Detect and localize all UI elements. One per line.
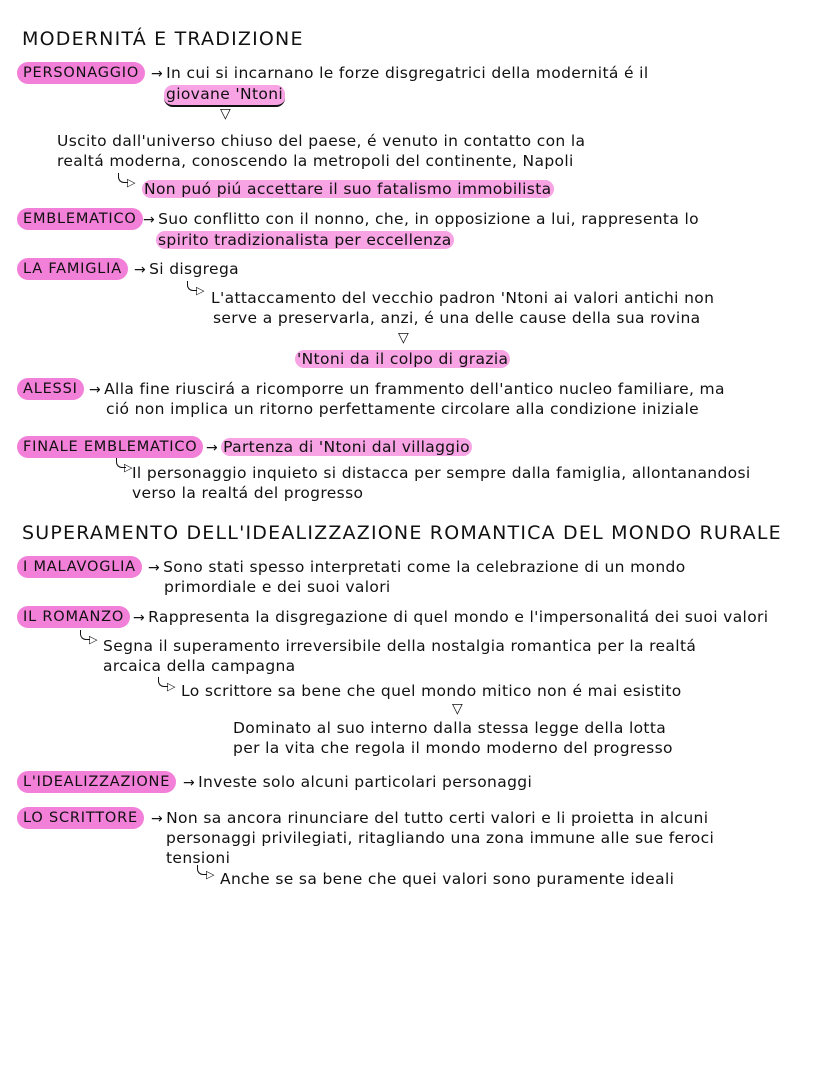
arrow-icon: → (183, 775, 196, 791)
label-scrittore: LO SCRITTORE (17, 807, 144, 829)
famiglia-line-1: → Si disgrega (134, 260, 239, 278)
arrow-icon: → (151, 811, 164, 827)
notes-page: MODERNITÁ E TRADIZIONE PERSONAGGIO → In cui si incarnano le forze disgregatrici della modernitá é il giovane 'Ntoni ▽ Uscito dall'universo chiuso del paese, é venuto in contatto con la realtá moderna, conoscendo la metropoli del continente, Napoli ▷ Non puó piú accettare il suo fatalismo immobilista EMBLEMATICO → Suo conflitto con il nonno, che, in opposizione a lui, rappresenta lo spirito tradizionalista per eccellenza LA FAMIGLIA → Si disgrega ▷ L'attaccamento del vecchio padron 'Ntoni ai valori antichi non serve a preservarla, anzi, é una delle cause della sua rovina ▽ 'Ntoni da il colpo di grazia ALESSI → Alla fine riuscirá a ricomporre un frammento dell'antico nucleo familiare, ma ció non implica un ritorno perfettamente circolare alla condizione iniziale FINALE EMBLEMATICO → Partenza di 'Ntoni dal villaggio ▷ Il personaggio inquieto si distacca per sempre dalla famiglia, allontanandosi verso la realtá del progresso SUPERAMENTO DELL'IDEALIZZAZIONE ROMANTICA DEL MONDO RURALE I MALAVOGLIA → Sono stati spesso interpretati come la celebrazione di un mondo primordiale e dei suoi valori IL ROMANZO → Rappresenta la disgregazione di quel mondo e l'impersonalitá dei suoi valori ▷ Segna il superamento irreversibile della nostalgia romantica per la realtá arcaica della campagna ▷ Lo scrittore sa bene che quel mondo mitico non é mai esistito ▽ Dominato al suo interno dalla stessa legge della lotta per la vita che regola il mondo moderno del progresso L'IDEALIZZAZIONE → Investe solo alcuni particolari personaggi LO SCRITTORE → Non sa ancora rinunciare del tutto certi valori e li proietta in alcuni personaggi privilegiati, ritagliando una zona immune alle sue feroci tensioni ▷ Anche se sa bene che quei valori sono puramente ideali (0, 0, 828, 1069)
arrow-icon: → (134, 262, 147, 278)
arrow-icon: → (89, 382, 102, 398)
romanzo-line-1: → Rappresenta la disgregazione di quel mondo e l'impersonalitá dei suoi valori (133, 608, 769, 626)
label-emblematico: EMBLEMATICO (17, 208, 143, 230)
arrow-icon: → (133, 610, 146, 626)
scrittore-line-3: tensioni (166, 849, 231, 867)
section-title: SUPERAMENTO DELL'IDEALIZZAZIONE ROMANTICA DEL MONDO RURALE (22, 522, 782, 544)
arrow-icon: → (151, 66, 164, 82)
down-arrow-icon: ▽ (398, 330, 409, 346)
malavoglia-line-1: → Sono stati spesso interpretati come la celebrazione di un mondo (148, 558, 686, 576)
personaggio-line-3: Uscito dall'universo chiuso del paese, é venuto in contatto con la (57, 132, 586, 150)
down-arrow-icon: ▽ (220, 106, 231, 122)
label-idealizzazione: L'IDEALIZZAZIONE (17, 771, 176, 793)
personaggio-line-4: realtá moderna, conoscendo la metropoli del continente, Napoli (57, 152, 574, 170)
scrittore-line-1: → Non sa ancora rinunciare del tutto certi valori e li proietta in alcuni (151, 809, 709, 827)
label-malavoglia: I MALAVOGLIA (17, 556, 142, 578)
personaggio-line-2: giovane 'Ntoni (164, 84, 285, 104)
label-alessi: ALESSI (17, 378, 84, 400)
scrittore-line-4: Anche se sa bene che quei valori sono puramente ideali (220, 870, 675, 888)
romanzo-line-6: per la vita che regola il mondo moderno del progresso (233, 739, 673, 757)
romanzo-line-3: arcaica della campagna (103, 657, 296, 675)
label-personaggio: PERSONAGGIO (17, 62, 145, 84)
idealizzazione-line-1: → Investe solo alcuni particolari personaggi (183, 773, 533, 791)
arrow-icon: → (143, 212, 156, 228)
emblematico-line-2: spirito tradizionalista per eccellenza (158, 231, 452, 249)
alessi-line-2: ció non implica un ritorno perfettamente circolare alla condizione iniziale (106, 400, 699, 418)
famiglia-line-4: 'Ntoni da il colpo di grazia (297, 350, 509, 368)
label-famiglia: LA FAMIGLIA (17, 258, 128, 280)
arrow-icon: → (206, 440, 219, 456)
personaggio-line-5: Non puó piú accettare il suo fatalismo immobilista (144, 180, 552, 198)
finale-line-3: verso la realtá del progresso (132, 484, 364, 502)
romanzo-line-4: Lo scrittore sa bene che quel mondo mitico non é mai esistito (181, 682, 682, 700)
alessi-line-1: → Alla fine riuscirá a ricomporre un frammento dell'antico nucleo familiare, ma (89, 380, 725, 398)
personaggio-line-1: → In cui si incarnano le forze disgregatrici della modernitá é il (151, 64, 649, 82)
famiglia-line-2: L'attaccamento del vecchio padron 'Ntoni ai valori antichi non (211, 289, 715, 307)
finale-line-1: → Partenza di 'Ntoni dal villaggio (206, 438, 470, 456)
label-finale: FINALE EMBLEMATICO (17, 436, 203, 458)
scrittore-line-2: personaggi privilegiati, ritagliando una zona immune alle sue feroci (166, 829, 715, 847)
label-romanzo: IL ROMANZO (17, 606, 130, 628)
malavoglia-line-2: primordiale e dei suoi valori (164, 578, 391, 596)
down-arrow-icon: ▽ (452, 701, 463, 717)
romanzo-line-2: Segna il superamento irreversibile della nostalgia romantica per la realtá (103, 637, 697, 655)
arrow-icon: → (148, 560, 161, 576)
page-title: MODERNITÁ E TRADIZIONE (22, 28, 304, 50)
romanzo-line-5: Dominato al suo interno dalla stessa legge della lotta (233, 719, 667, 737)
famiglia-line-3: serve a preservarla, anzi, é una delle cause della sua rovina (213, 309, 701, 327)
finale-line-2: Il personaggio inquieto si distacca per sempre dalla famiglia, allontanandosi (132, 464, 751, 482)
emblematico-line-1: → Suo conflitto con il nonno, che, in opposizione a lui, rappresenta lo (143, 210, 699, 228)
